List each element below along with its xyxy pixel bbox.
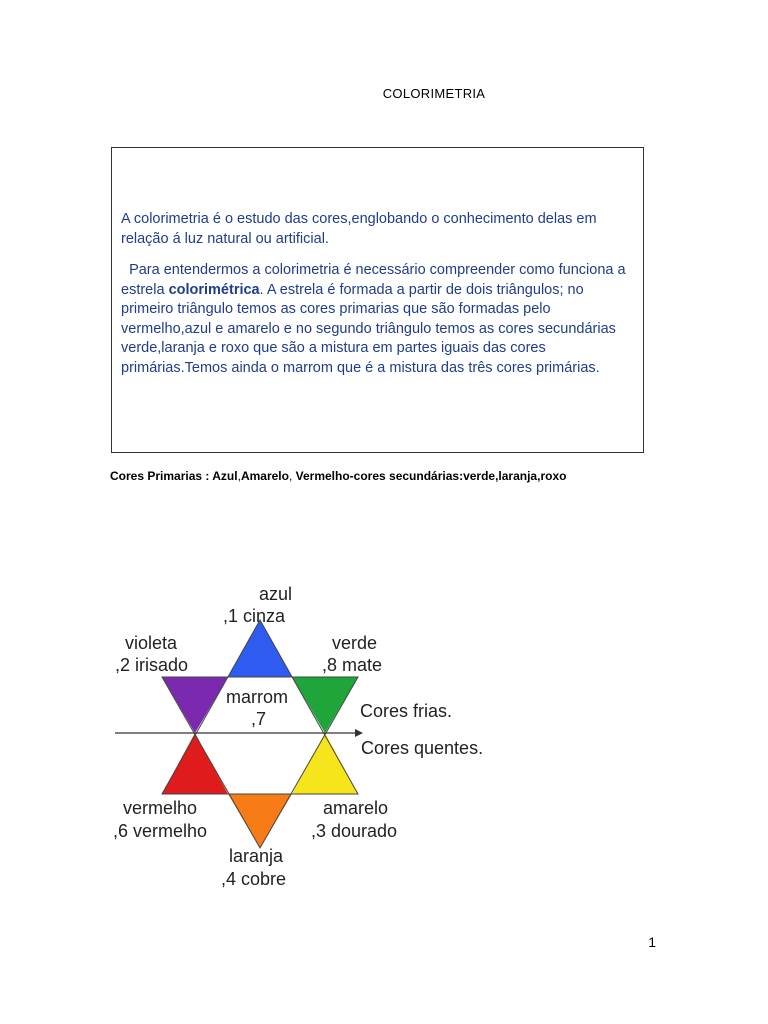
- label-violeta-number: ,2 irisado: [115, 655, 189, 675]
- label-vermelho: vermelho: [123, 798, 198, 818]
- label-laranja-number: ,4 cobre: [221, 869, 287, 889]
- primary-colors-caption: [110, 469, 566, 483]
- intro-text-box: [111, 147, 644, 453]
- violet-triangle: [162, 677, 228, 733]
- green-triangle: [292, 677, 358, 733]
- page-number: 1: [648, 934, 656, 950]
- color-star-diagram: [110, 580, 510, 895]
- intro-paragraph-1: A colorimetria é o estudo das cores,englobando o conhecimento delas em relação á luz natural ou artificial.: [121, 211, 597, 247]
- yellow-triangle: [292, 733, 358, 794]
- page-title: COLORIMETRIA: [382, 86, 486, 101]
- caption-part-2: Amarelo: [240, 469, 289, 483]
- label-violeta: violeta: [125, 633, 178, 653]
- caption-part-3: Vermelho-cores secundárias:verde,laranja,roxo: [295, 469, 567, 483]
- caption-part-1: Cores Primarias : Azul: [110, 469, 238, 483]
- label-amarelo: amarelo: [323, 798, 389, 818]
- label-azul: azul: [259, 584, 293, 604]
- caption-separator-2: ,: [288, 469, 296, 483]
- intro-paragraph-2: [121, 261, 633, 379]
- label-verde-number: ,8 mate: [322, 655, 383, 675]
- orange-triangle: [228, 794, 292, 848]
- label-marrom: marrom: [226, 687, 288, 707]
- caption-separator-1: ,: [237, 469, 241, 483]
- bold-term: colorimétrica: [168, 281, 260, 298]
- paragraph-2-end: . A estrela é formada a partir de dois triângulos; no primeiro triângulo temos as cores primarias que são formadas pelo vermelho,azul e amarelo e no segundo triângulo temos as cores secundárias verde,laranja e roxo que são a mistura em partes iguais das cores primárias.Temos ainda o marrom que é a mistura das três cores primárias.: [121, 281, 616, 376]
- paragraph-2-start: Para entendermos a colorimetria é necessário compreender como funciona a estrela: [121, 262, 630, 298]
- blue-triangle: [228, 620, 292, 677]
- label-cores-frias: Cores frias.: [360, 701, 453, 721]
- label-marrom-number: ,7: [251, 709, 267, 729]
- label-vermelho-number: ,6 vermelho: [113, 821, 208, 841]
- label-laranja: laranja: [229, 846, 284, 866]
- arrow-head: [355, 729, 363, 737]
- red-triangle: [162, 733, 228, 794]
- label-verde: verde: [332, 633, 378, 653]
- label-amarelo-number: ,3 dourado: [311, 821, 398, 841]
- label-cores-quentes: Cores quentes.: [361, 738, 484, 758]
- label-azul-number: ,1 cinza: [223, 606, 286, 626]
